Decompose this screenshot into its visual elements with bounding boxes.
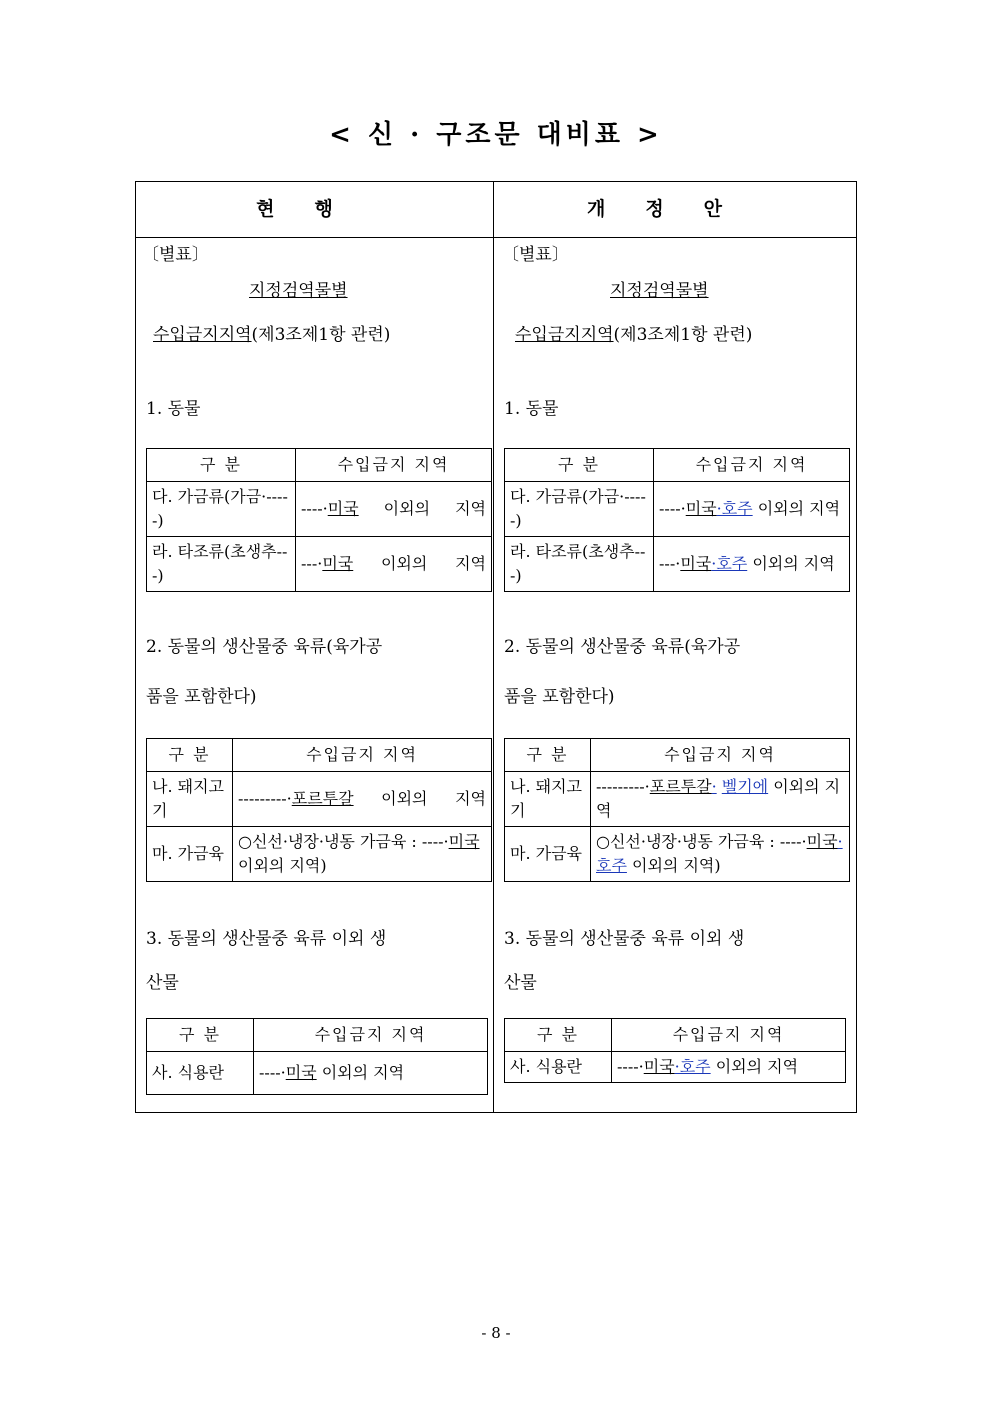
region-added: ·호주 (716, 499, 753, 518)
section-3-line2: 산물 (146, 973, 179, 993)
table-other (146, 1018, 488, 1095)
region-prefix: ○신선·냉장·냉동 가금육 : ----· (596, 832, 807, 851)
section-2-line2: 품을 포함한다) (504, 687, 615, 707)
page-title: < 신 · 구조문 대비표 > (329, 120, 663, 150)
section-2-line1: 2. 동물의 생산물중 육류(육가공 (504, 637, 741, 657)
page-number: - 8 - (481, 1324, 511, 1342)
region-added: ·호주 (674, 1057, 711, 1076)
table-header-row (505, 1019, 846, 1052)
region-suffix: 이외의 지역 (353, 554, 486, 573)
region-suffix: 이외의 지역 (358, 499, 486, 518)
region-cell (591, 827, 850, 882)
region-cell (654, 482, 850, 537)
col-header-region: 수입금지 지역 (233, 739, 492, 772)
region-cell (296, 482, 492, 537)
region-suffix: 이외의 지역 (596, 777, 841, 820)
col-header-region: 수입금지 지역 (654, 449, 850, 482)
region-cell (612, 1052, 846, 1083)
region-cell (233, 827, 492, 882)
comparison-table (135, 181, 857, 1113)
table-meat (146, 738, 492, 882)
table-row (147, 827, 492, 882)
category-cell: 나. 돼지고기 (147, 772, 233, 827)
region-cell (296, 537, 492, 592)
table-header-row (147, 449, 492, 482)
table-row (505, 537, 850, 592)
col-header-category: 구 분 (147, 449, 296, 482)
appendix-label: 〔별표〕 (142, 245, 209, 265)
heading-underlined: 수입금지지역 (515, 325, 614, 345)
region-suffix: 이외의 지역) (626, 856, 721, 875)
region-country: 미국 (448, 832, 480, 851)
section-3-line1: 3. 동물의 생산물중 육류 이외 생 (504, 929, 745, 949)
table-header-row (505, 739, 850, 772)
category-cell: 라. 타조류(초생추---) (147, 537, 296, 592)
heading-line2 (515, 320, 752, 345)
section-2-line1: 2. 동물의 생산물중 육류(육가공 (146, 637, 383, 657)
table-animals (146, 448, 492, 592)
heading-rest: (제3조제1항 관련) (613, 325, 753, 345)
col-header-region: 수입금지 지역 (612, 1019, 846, 1052)
column-divider (493, 182, 494, 1112)
region-cell (591, 772, 850, 827)
region-suffix: 이외의 지역 (710, 1057, 799, 1076)
heading-underlined: 수입금지지역 (153, 325, 252, 345)
category-cell: 라. 타조류(초생추---) (505, 537, 654, 592)
col-header-category: 구 분 (505, 1019, 612, 1052)
table-row (505, 1052, 846, 1083)
table-row (505, 772, 850, 827)
region-suffix: 이외의 지역 (752, 499, 841, 518)
col-header-category: 구 분 (147, 739, 233, 772)
region-country: 미국 (327, 499, 359, 518)
table-other (504, 1018, 846, 1083)
region-country: 미국 (285, 1063, 317, 1082)
heading-line2 (153, 320, 390, 345)
table-header-row (147, 1019, 488, 1052)
category-cell: 나. 돼지고기 (505, 772, 591, 827)
appendix-label: 〔별표〕 (502, 245, 569, 265)
table-meat (504, 738, 850, 882)
heading-rest: (제3조제1항 관련) (251, 325, 391, 345)
region-country: 미국 (322, 554, 354, 573)
table-row (147, 772, 492, 827)
region-country: 포르투갈 (649, 777, 712, 796)
region-suffix: 이외의 지역 (353, 789, 486, 808)
region-added: ·호주 (596, 832, 843, 875)
col-header-category: 구 분 (505, 449, 654, 482)
col-header-region: 수입금지 지역 (254, 1019, 488, 1052)
table-row (505, 827, 850, 882)
region-country: 미국 (680, 554, 712, 573)
region-added: 벨기에 (721, 777, 769, 796)
section-1: 1. 동물 (146, 399, 201, 419)
region-cell (254, 1052, 488, 1095)
region-prefix: ----· (301, 499, 328, 518)
table-animals (504, 448, 850, 592)
region-country: 미국 (643, 1057, 675, 1076)
region-prefix: ---· (301, 554, 323, 573)
category-cell: 마. 가금육 (505, 827, 591, 882)
region-country: 미국 (806, 832, 838, 851)
region-cell (233, 772, 492, 827)
region-country: 미국 (685, 499, 717, 518)
table-row (505, 482, 850, 537)
region-added: ·호주 (711, 554, 748, 573)
category-cell: 마. 가금육 (147, 827, 233, 882)
section-3-line2: 산물 (504, 973, 537, 993)
region-prefix: ----· (659, 499, 686, 518)
header-revised: 개정안 (493, 182, 856, 238)
region-added-sep: · (711, 777, 717, 796)
col-header-region: 수입금지 지역 (296, 449, 492, 482)
region-suffix: 이외의 지역 (316, 1063, 405, 1082)
col-header-category: 구 분 (505, 739, 591, 772)
region-prefix: ----· (259, 1063, 286, 1082)
section-2-line2: 품을 포함한다) (146, 687, 257, 707)
heading-line1: 지정검역물별 (249, 281, 348, 301)
region-prefix: ---------· (238, 789, 292, 808)
table-row (147, 537, 492, 592)
header-current: 현행 (136, 182, 493, 238)
region-cell (654, 537, 850, 592)
region-suffix: 이외의 지역 (747, 554, 835, 573)
table-row (147, 482, 492, 537)
category-cell: 사. 식용란 (505, 1052, 612, 1083)
col-header-category: 구 분 (147, 1019, 254, 1052)
region-prefix: ----· (617, 1057, 644, 1076)
region-prefix: ○신선·냉장·냉동 가금육 : ----· (238, 832, 449, 851)
heading-line1: 지정검역물별 (610, 281, 709, 301)
region-suffix: 이외의 지역) (238, 856, 327, 875)
table-row (147, 1052, 488, 1095)
col-header-region: 수입금지 지역 (591, 739, 850, 772)
region-prefix: ---------· (596, 777, 650, 796)
table-header-row (505, 449, 850, 482)
region-prefix: ---· (659, 554, 681, 573)
category-cell: 다. 가금류(가금·-----) (147, 482, 296, 537)
region-country: 포르투갈 (291, 789, 354, 808)
table-header-row (147, 739, 492, 772)
category-cell: 사. 식용란 (147, 1052, 254, 1095)
section-1: 1. 동물 (504, 399, 559, 419)
section-3-line1: 3. 동물의 생산물중 육류 이외 생 (146, 929, 387, 949)
category-cell: 다. 가금류(가금·-----) (505, 482, 654, 537)
